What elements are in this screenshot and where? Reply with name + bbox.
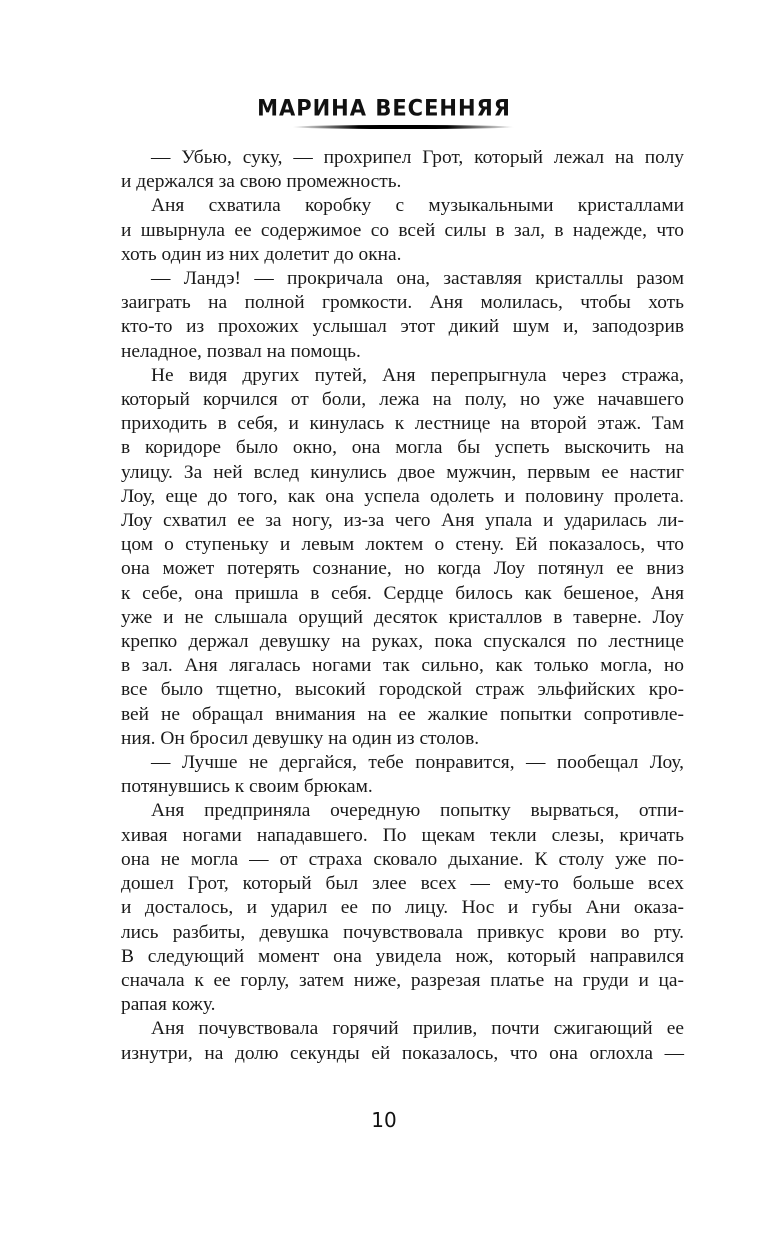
text-line: — Убью, суку, — прохрипел Грот, который лежал на полу <box>151 147 684 168</box>
text-line: в коридоре было окно, она могла бы успеть выскочить на <box>121 437 684 459</box>
text-line: хоть один из них долетит до окна. <box>121 243 402 265</box>
text-line: вей не обращал внимания на ее жалкие попытки сопротивле- <box>121 703 684 725</box>
paragraph <box>121 146 684 194</box>
text-line: приходить в себя, и кинулась к лестнице на второй этаж. Там <box>121 413 684 435</box>
text-line: Аня почувствовала горячий прилив, почти сжигающий ее <box>151 1018 684 1040</box>
text-line: Аня предприняла очередную попытку вырваться, отпи- <box>151 800 684 822</box>
text-line: Не видя других путей, Аня перепрыгнула через стража, <box>151 364 684 386</box>
text-line: крепко держал девушку на руках, пока спускался по лестнице <box>121 631 684 653</box>
text-line: лись разбиты, девушка почувствовала привкус крови во рту. <box>121 921 684 943</box>
text-line: неладное, позвал на помощь. <box>121 340 361 362</box>
page-number: 10 <box>371 1108 397 1132</box>
paragraph <box>121 364 684 751</box>
text-line: В следующий момент она увидела нож, который направился <box>121 945 684 967</box>
header-rule <box>292 125 514 129</box>
text-line: изнутри, на долю секунды ей показалось, что она оглохла — <box>121 1042 684 1064</box>
text-line: ния. Он бросил девушку на один из столов. <box>121 727 480 749</box>
text-line: и досталось, и ударил ее по лицу. Нос и губы Ани оказа- <box>121 897 684 919</box>
running-header <box>0 96 768 120</box>
text-line: и швырнула ее содержимое со всей силы в зал, в надежде, что <box>121 219 684 241</box>
text-line: все было тщетно, высокий городской страж эльфийских кро- <box>121 679 684 701</box>
text-line: в зал. Аня лягалась ногами так сильно, как только могла, но <box>121 655 684 677</box>
paragraph <box>121 751 684 799</box>
text-line: Аня схватила коробку с музыкальными кристаллами <box>151 195 684 217</box>
text-line: хивая ногами нападавшего. По щекам текли слезы, кричать <box>121 824 684 846</box>
text-line: заиграть на полной громкости. Аня молилась, чтобы хоть <box>121 292 684 314</box>
paragraph <box>121 799 684 1017</box>
text-line: она не могла — от страха сковало дыхание. К столу уже по- <box>121 848 684 870</box>
paragraph <box>121 267 684 364</box>
paragraph <box>121 1017 684 1065</box>
text-line: цом о ступеньку и левым локтем о стену. Ей показалось, что <box>121 534 684 556</box>
text-line: и держался за свою промежность. <box>121 171 402 193</box>
text-line: Лоу схватил ее за ногу, из-за чего Аня упала и ударилась ли- <box>121 510 684 532</box>
author-name: МАРИНА ВЕСЕННЯЯ <box>257 95 511 121</box>
text-line: рапая кожу. <box>121 994 216 1016</box>
page-body <box>121 146 684 1066</box>
text-line: к себе, она пришла в себя. Сердце билось как бешеное, Аня <box>121 582 684 604</box>
text-line: кто-то из прохожих услышал этот дикий шум и, заподозрив <box>121 316 684 338</box>
text-line: потянувшись к своим брюкам. <box>121 776 373 798</box>
text-line: уже и не слышала орущий десяток кристаллов в таверне. Лоу <box>121 606 684 628</box>
text-line: — Лучше не дергайся, тебе понравится, — пообещал Лоу, <box>151 752 684 774</box>
text-line: Лоу, еще до того, как она успела одолеть и половину пролета. <box>121 485 684 507</box>
text-line: сначала к ее горлу, затем ниже, разрезая платье на груди и ца- <box>121 969 684 991</box>
text-line: улицу. За ней вслед кинулись двое мужчин, первым ее настиг <box>121 461 684 483</box>
text-line: который корчился от боли, лежа на полу, но уже начавшего <box>121 389 684 411</box>
text-line: — Ландэ! — прокричала она, заставляя кристаллы разом <box>151 268 684 290</box>
paragraph <box>121 194 684 267</box>
text-line: дошел Грот, который был злее всех — ему-то больше всех <box>121 873 684 895</box>
text-line: она может потерять сознание, но когда Лоу потянул ее вниз <box>121 558 684 580</box>
